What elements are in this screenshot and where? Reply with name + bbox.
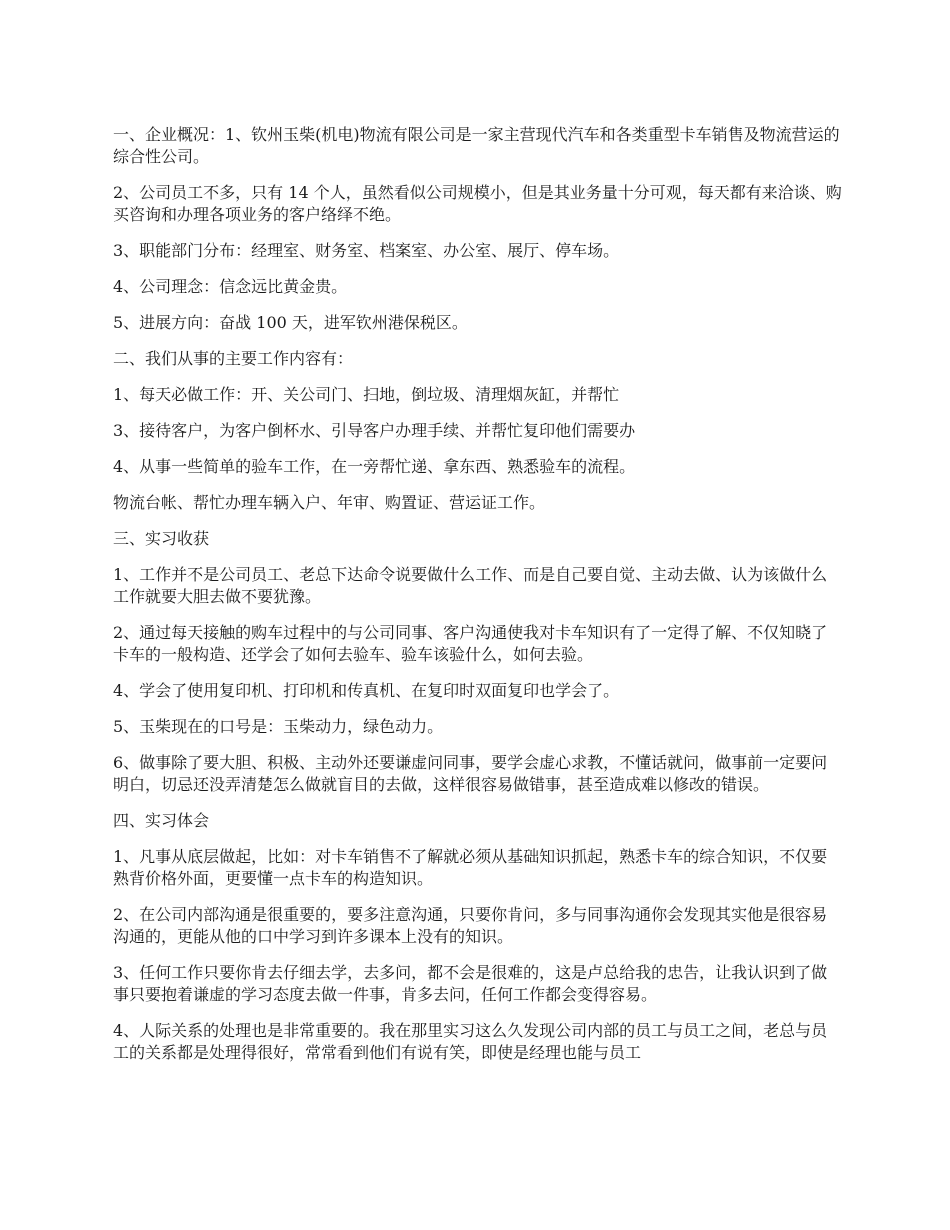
paragraph-reception: 3、接待客户，为客户倒杯水、引导客户办理手续、并帮忙复印他们需要办 xyxy=(113,421,636,440)
paragraph-daily-work: 1、每天必做工作：开、关公司门、扫地，倒垃圾、清理烟灰缸，并帮忙 xyxy=(113,385,620,404)
paragraph-experience-3: 3、任何工作只要你肯去仔细去学，去多问，都不会是很难的，这是卢总给我的忠告，让我认识到了做事只要抱着谦虚的学习态度去做一件事，肯多去问，任何工作都会变得容易。 xyxy=(113,963,828,1004)
paragraph-overview: 一、企业概况：1、钦州玉柴(机电)物流有限公司是一家主营现代汽车和各类重型卡车销售及物流营运的综合性公司。 xyxy=(113,125,840,166)
paragraph-inspection: 4、从事一些简单的验车工作，在一旁帮忙递、拿东西、熟悉验车的流程。 xyxy=(113,457,636,476)
paragraph-gain-5: 5、玉柴现在的口号是：玉柴动力，绿色动力。 xyxy=(113,717,444,736)
paragraph-direction: 5、进展方向：奋战 100 天，进军钦州港保税区。 xyxy=(113,313,468,332)
paragraph-staff: 2、公司员工不多，只有 14 个人，虽然看似公司规模小，但是其业务量十分可观，每天都有来洽谈、购买咨询和办理各项业务的客户络绎不绝。 xyxy=(113,183,842,224)
paragraph-experience-1: 1、凡事从底层做起，比如：对卡车销售不了解就必须从基础知识抓起，熟悉卡车的综合知识，不仅要熟背价格外面，更要懂一点卡车的构造知识。 xyxy=(113,847,828,888)
document-body xyxy=(113,124,843,1078)
paragraph-philosophy: 4、公司理念：信念远比黄金贵。 xyxy=(113,277,348,296)
paragraph-gain-4: 4、学会了使用复印机、打印机和传真机、在复印时双面复印也学会了。 xyxy=(113,681,620,700)
paragraph-experience-2: 2、在公司内部沟通是很重要的，要多注意沟通，只要你肯问，多与同事沟通你会发现其实他是很容易沟通的，更能从他的口中学习到许多课本上没有的知识。 xyxy=(113,905,828,946)
section-heading-experience: 四、实习体会 xyxy=(113,811,210,830)
paragraph-experience-4: 4、人际关系的处理也是非常重要的。我在那里实习这么久发现公司内部的员工与员工之间，老总与员工的关系都是处理得很好，常常看到他们有说有笑，即使是经理也能与员工 xyxy=(113,1021,828,1062)
section-heading-work: 二、我们从事的主要工作内容有： xyxy=(113,349,354,368)
paragraph-logistics: 物流台帐、帮忙办理车辆入户、年审、购置证、营运证工作。 xyxy=(113,493,546,512)
section-heading-gains: 三、实习收获 xyxy=(113,529,210,548)
paragraph-departments: 3、职能部门分布：经理室、财务室、档案室、办公室、展厅、停车场。 xyxy=(113,241,620,260)
paragraph-gain-1: 1、工作并不是公司员工、老总下达命令说要做什么工作、而是自己要自觉、主动去做、认为该做什么工作就要大胆去做不要犹豫。 xyxy=(113,565,828,606)
paragraph-gain-2: 2、通过每天接触的购车过程中的与公司同事、客户沟通使我对卡车知识有了一定得了解、不仅知晓了卡车的一般构造、还学会了如何去验车、验车该验什么，如何去验。 xyxy=(113,623,828,664)
paragraph-gain-6: 6、做事除了要大胆、积极、主动外还要谦虚问同事，要学会虚心求教，不懂话就问，做事前一定要问明白，切忌还没弄清楚怎么做就盲目的去做，这样很容易做错事，甚至造成难以修改的错误。 xyxy=(113,753,828,794)
